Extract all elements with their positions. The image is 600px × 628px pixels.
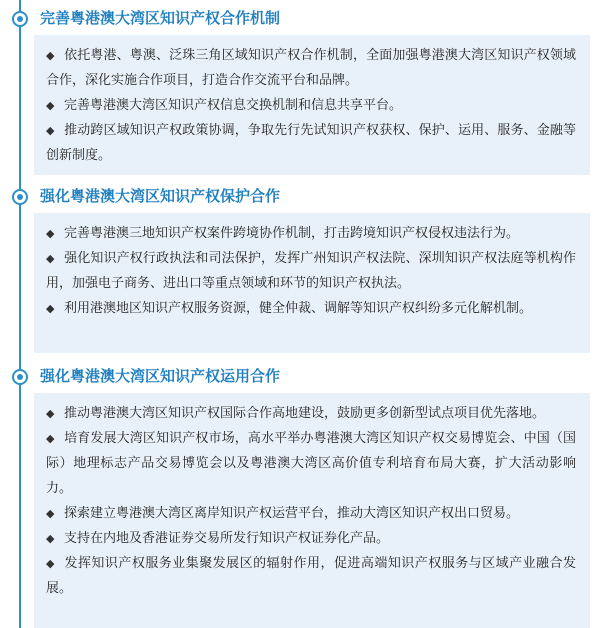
list-item: ◆ 强化知识产权行政执法和司法保护，发挥广州知识产权法院、深圳知识产权法庭等机构作用，加强电子商务、进出口等重点领域和环节的知识产权执法。: [46, 246, 576, 296]
diamond-bullet-icon: ◆: [46, 302, 55, 315]
diamond-bullet-icon: ◆: [46, 227, 55, 240]
timeline-marker-icon: [12, 369, 28, 385]
section-header: [0, 366, 600, 390]
section-header: [0, 8, 600, 32]
list-item: ◆ 支持在内地及香港证券交易所发行知识产权证券化产品。: [46, 526, 576, 551]
section-title: 完善粤港澳大湾区知识产权合作机制: [40, 9, 281, 27]
list-item: ◆ 依托粤港、粤澳、泛珠三角区域知识产权合作机制，全面加强粤港澳大湾区知识产权领域合作，深化实施合作项目，打造合作交流平台和品牌。: [46, 43, 576, 93]
list-item: ◆ 探索建立粤港澳大湾区离岸知识产权运营平台，推动大湾区知识产权出口贸易。: [46, 501, 576, 526]
list-item: ◆ 培育发展大湾区知识产权市场，高水平举办粤港澳大湾区知识产权交易博览会、中国（国际）地理标志产品交易博览会以及粤港澳大湾区高价值专利培育布局大赛，扩大活动影响力。: [46, 426, 576, 501]
diamond-bullet-icon: ◆: [46, 99, 55, 112]
diamond-bullet-icon: ◆: [46, 557, 55, 570]
diamond-bullet-icon: ◆: [46, 432, 55, 445]
diamond-bullet-icon: ◆: [46, 124, 55, 137]
timeline-marker-icon: [12, 11, 28, 27]
list-item: ◆ 完善粤港澳大湾区知识产权信息交换机制和信息共享平台。: [46, 93, 576, 118]
timeline-line: [19, 0, 21, 628]
list-item: ◆ 发挥知识产权服务业集聚发展区的辐射作用，促进高端知识产权服务与区域产业融合发展。: [46, 551, 576, 601]
diamond-bullet-icon: ◆: [46, 532, 55, 545]
list-item: ◆ 推动粤港澳大湾区知识产权国际合作高地建设，鼓励更多创新型试点项目优先落地。: [46, 401, 576, 426]
timeline-marker-icon: [12, 189, 28, 205]
diamond-bullet-icon: ◆: [46, 407, 55, 420]
list-item: ◆ 完善粤港澳三地知识产权案件跨境协作机制，打击跨境知识产权侵权违法行为。: [46, 221, 576, 246]
diamond-bullet-icon: ◆: [46, 507, 55, 520]
list-item: ◆ 利用港澳地区知识产权服务资源，健全仲裁、调解等知识产权纠纷多元化解机制。: [46, 296, 576, 321]
list-item: ◆ 推动跨区域知识产权政策协调，争取先行先试知识产权获权、保护、运用、服务、金融等创新制度。: [46, 118, 576, 168]
section-content-box: [34, 213, 590, 353]
section-title: 强化粤港澳大湾区知识产权运用合作: [40, 367, 281, 385]
diamond-bullet-icon: ◆: [46, 49, 55, 62]
diamond-bullet-icon: ◆: [46, 252, 55, 265]
section-header: [0, 186, 600, 210]
section-content-box: [34, 393, 590, 628]
section-content-box: [34, 35, 590, 175]
section-title: 强化粤港澳大湾区知识产权保护合作: [40, 187, 281, 205]
